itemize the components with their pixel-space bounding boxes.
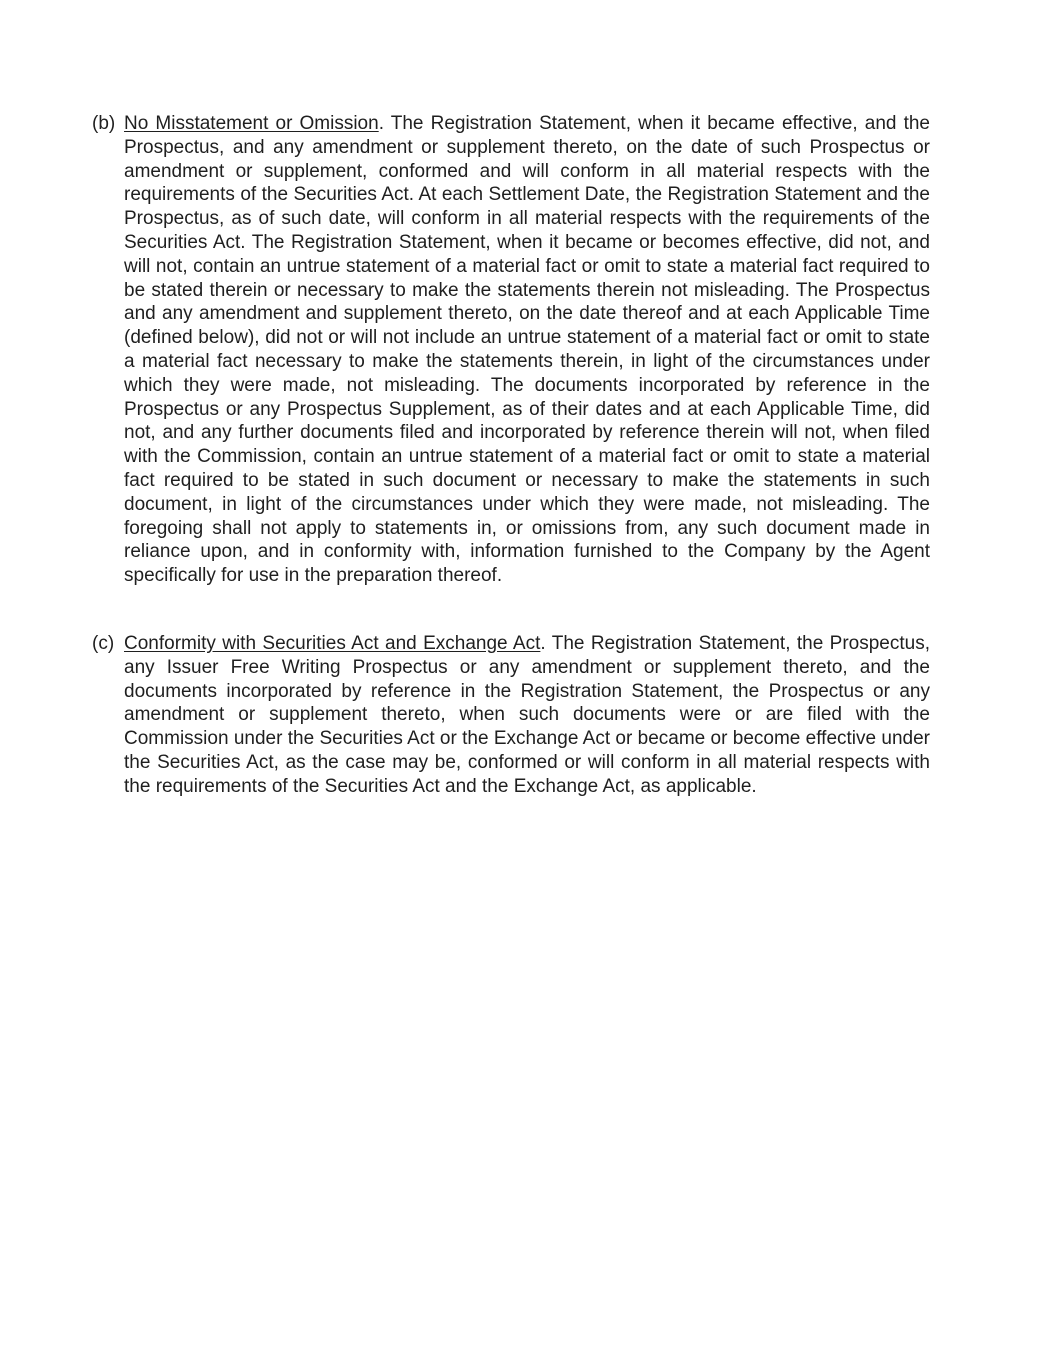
clause-b [92, 112, 930, 588]
clause-body: . The Registration Statement, the Prospectus, any Issuer Free Writing Prospectus or any amendment or supplement thereto, and the documents incorporated by reference in the Registration Statement, the Prospectus or any amendment or supplement thereto, when such documents were or are filed with the Commission under the Securities Act or the Exchange Act or became or become effective under the Securities Act, as the case may be, conformed or will conform in all material respects with the requirements of the Securities Act and the Exchange Act, as applicable. [124, 633, 930, 797]
clause-c [92, 632, 930, 799]
clause-heading: Conformity with Securities Act and Exchange Act [124, 633, 541, 654]
clause-heading: No Misstatement or Omission [124, 113, 379, 134]
clause-marker: (c) [92, 633, 115, 654]
clause-text [124, 632, 930, 799]
clause-body: . The Registration Statement, when it became effective, and the Prospectus, and any amendment or supplement thereto, on the date of such Prospectus or amendment or supplement, conformed and will conform in all material respects with the requirements of the Securities Act. At each Settlement Date, the Registration Statement and the Prospectus, as of such date, will conform in all material respects with the requirements of the Securities Act. The Registration Statement, when it became or becomes effective, did not, and will not, contain an untrue statement of a material fact or omit to state a material fact required to be stated therein or necessary to make the statements therein not misleading. The Prospectus and any amendment and supplement thereto, on the date thereof and at each Applicable Time (defined below), did not or will not include an untrue statement of a material fact or omit to state a material fact necessary to make the statements therein, in light of the circumstances under which they were made, not misleading. The documents incorporated by reference in the Prospectus or any Prospectus Supplement, as of their dates and at each Applicable Time, did not, and any further documents filed and incorporated by reference therein will not, when filed with the Commission, contain an untrue statement of a material fact or omit to state a material fact required to be stated in such document or necessary to make the statements in such document, in light of the circumstances under which they were made, not misleading. The foregoing shall not apply to statements in, or omissions from, any such document made in reliance upon, and in conformity with, information furnished to the Company by the Agent specifically for use in the preparation thereof. [124, 113, 931, 587]
clause-marker: (b) [92, 113, 116, 134]
clause-text [124, 112, 930, 588]
